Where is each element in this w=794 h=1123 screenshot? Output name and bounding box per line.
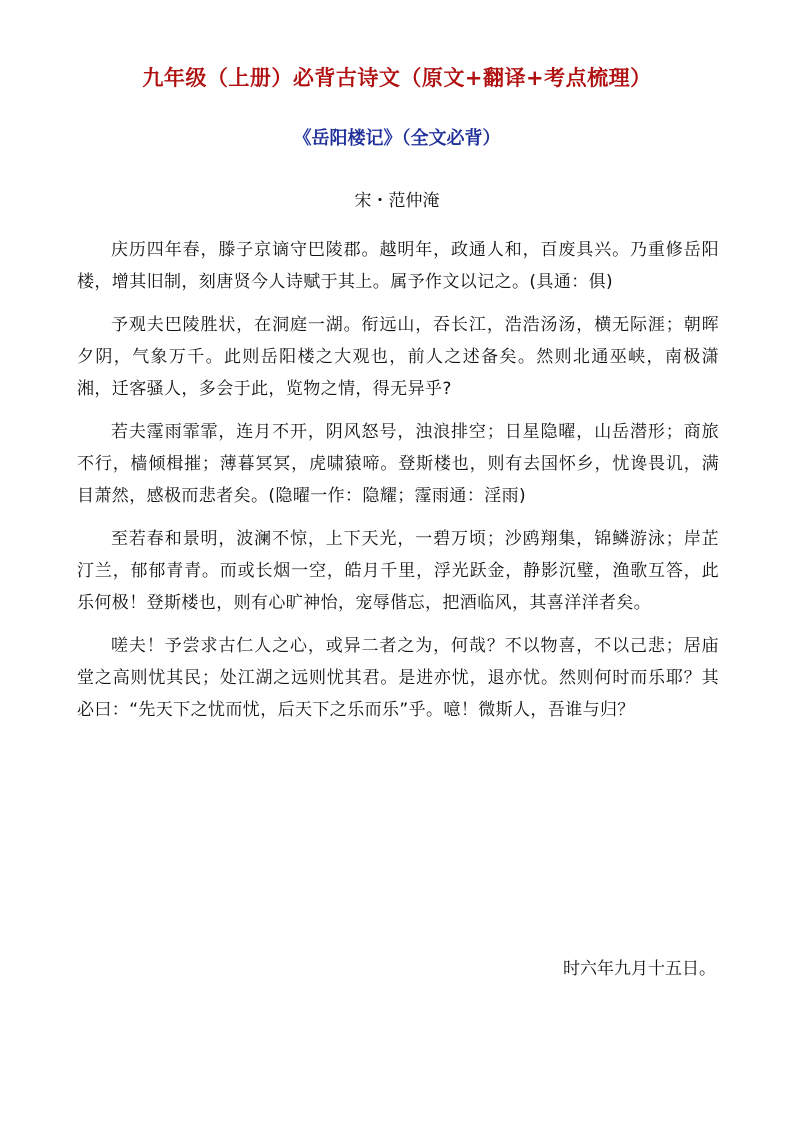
essay-body [77,234,719,737]
paragraph-5: 嗟夫！予尝求古仁人之心，或异二者之为，何哉？不以物喜，不以己悲；居庙堂之高则忧其民；处江湖之远则忧其君。是进亦忧，退亦忧。然则何时而乐耶？其必曰：“先天下之忧而忧，后天下之乐而乐”乎。噫！微斯人，吾谁与归？ [77,636,719,720]
paragraph-2: 予观夫巴陵胜状，在洞庭一湖。衔远山，吞长江，浩浩汤汤，横无际涯；朝晖夕阴，气象万千。此则岳阳楼之大观也，前人之述备矣。然则北通巫峡，南极潇湘，迁客骚人，多会于此，览物之情，得无异乎? [77,315,719,399]
paragraph-3: 若夫霪雨霏霏，连月不开，阴风怒号，浊浪排空；日星隐曜，山岳潜形；商旅不行，樯倾楫摧；薄暮冥冥，虎啸猿啼。登斯楼也，则有去国怀乡，忧谗畏讥，满目萧然，感极而悲者矣。(隐曜一作：隐耀；霪雨通：淫雨) [77,422,719,506]
section-title: 《岳阳楼记》（全文必背） [293,128,501,149]
date-line: 时六年九月十五日。 [563,959,716,979]
author-line: 宋・范仲淹 [354,191,440,211]
paragraph-1: 庆历四年春，滕子京谪守巴陵郡。越明年，政通人和，百废具兴。乃重修岳阳楼，增其旧制，刻唐贤今人诗赋于其上。属予作文以记之。(具通：俱) [77,240,719,292]
document-title: 九年级（上册）必背古诗文（原文+翻译+考点梳理） [142,66,652,90]
paragraph-4: 至若春和景明，波澜不惊，上下天光，一碧万顷；沙鸥翔集，锦鳞游泳；岸芷汀兰，郁郁青青。而或长烟一空，皓月千里，浮光跃金，静影沉璧，渔歌互答，此乐何极！登斯楼也，则有心旷神怡，宠辱偕忘，把酒临风，其喜洋洋者矣。 [77,529,719,613]
